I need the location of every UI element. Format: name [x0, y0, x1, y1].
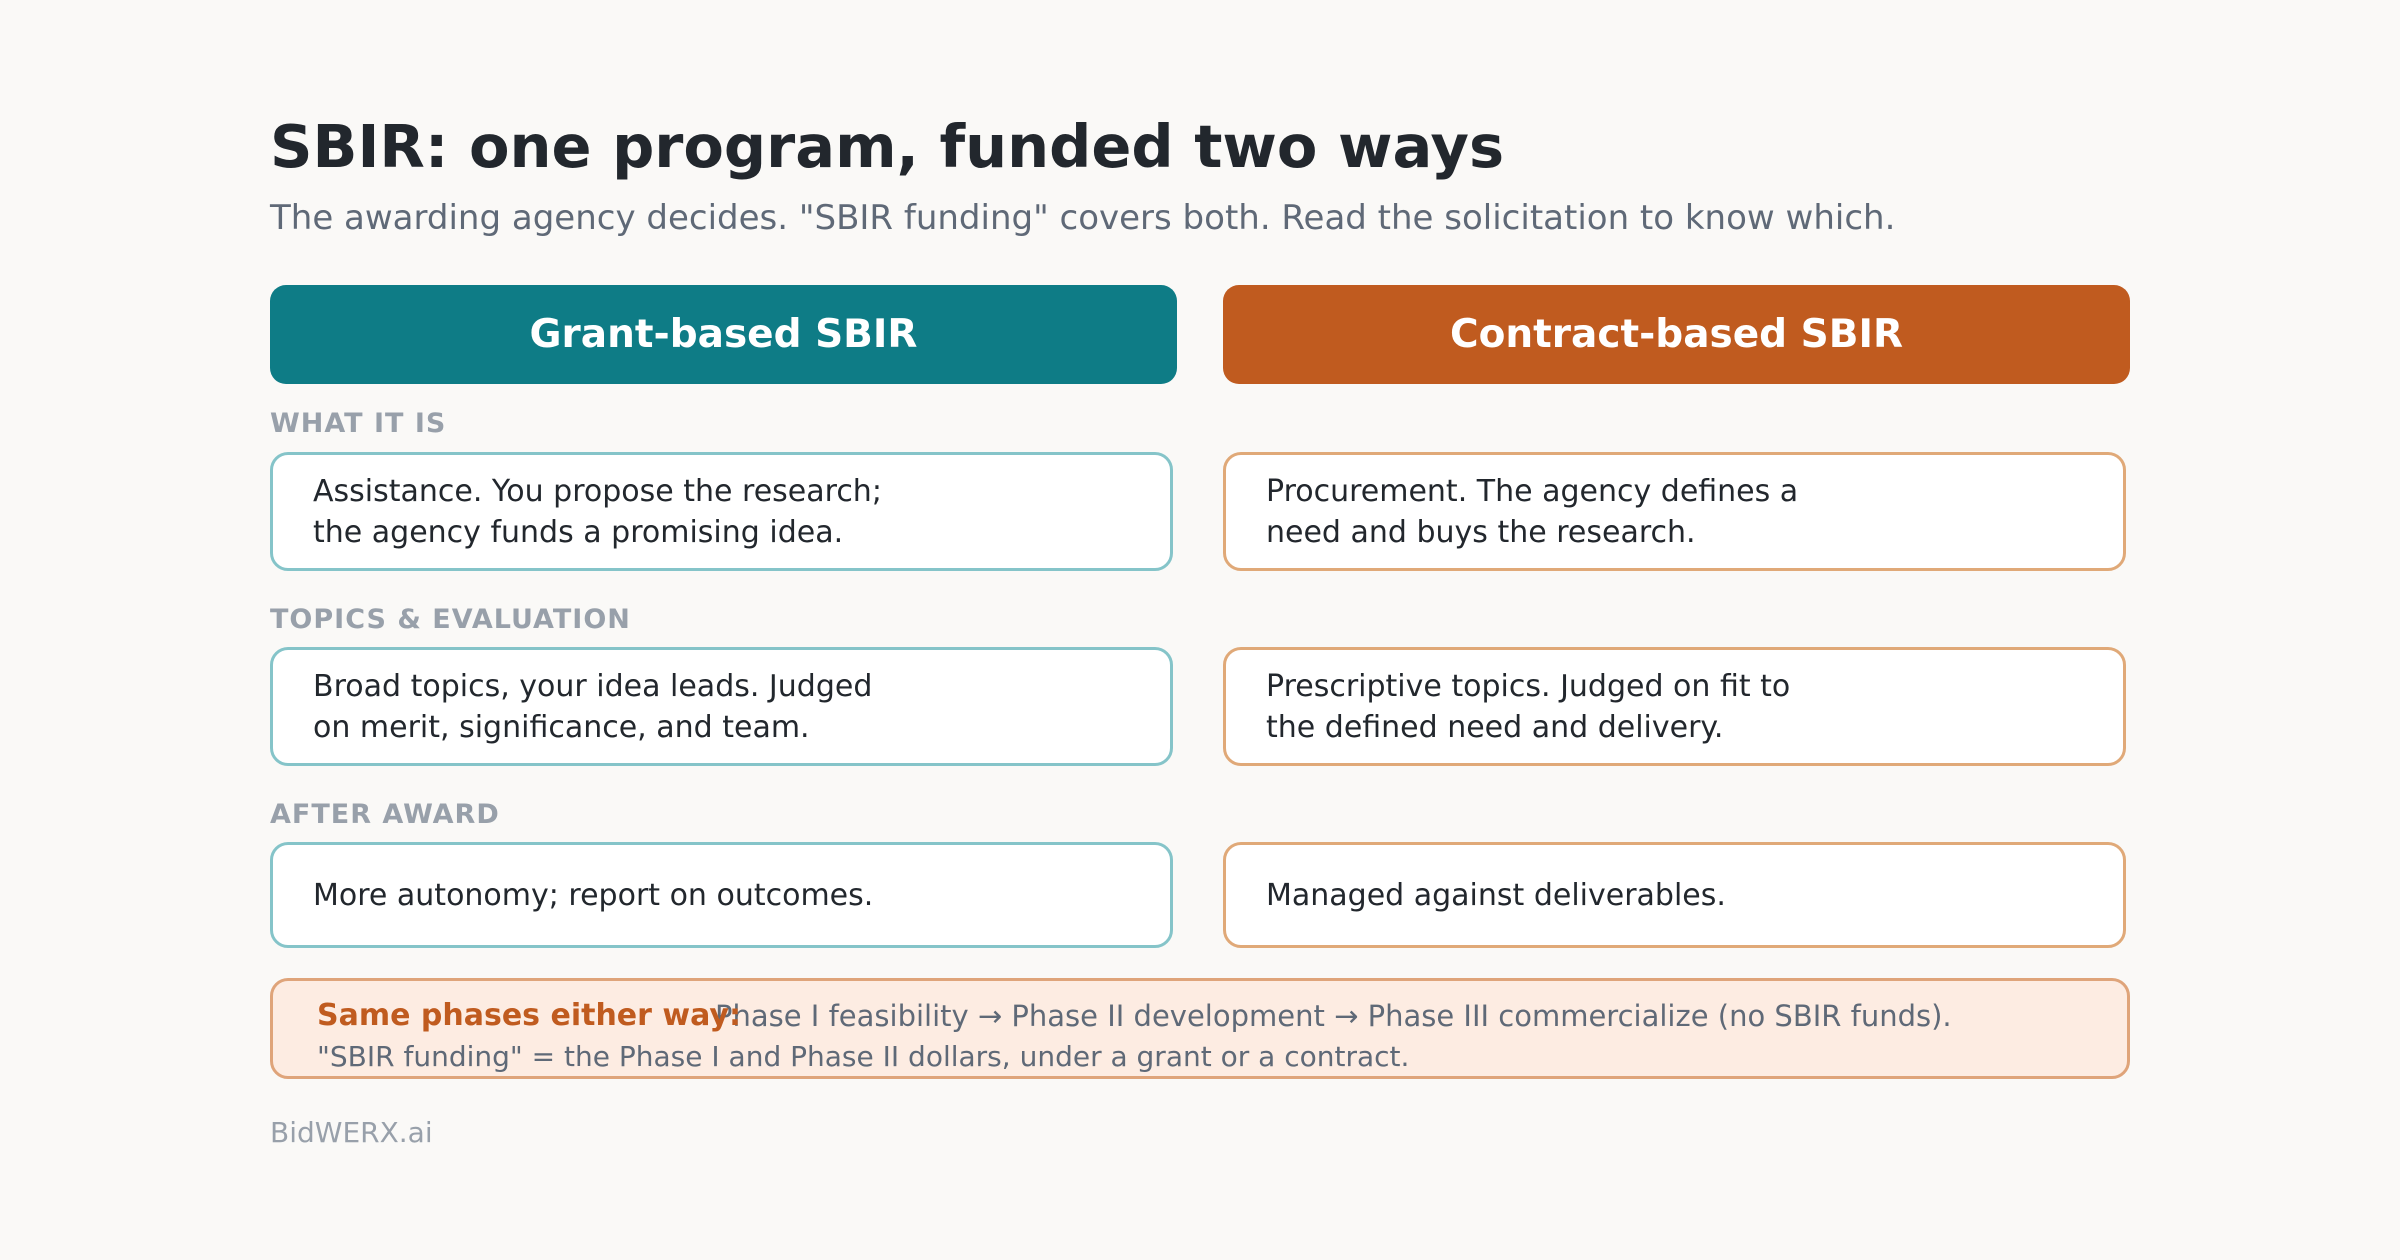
grant-column-label: Grant-based SBIR	[529, 312, 918, 357]
grant-what-it-is-line: Assistance. You propose the research;	[313, 473, 882, 509]
grant-what-it-is-cell	[270, 452, 1173, 571]
contract-topics-evaluation-line: Prescriptive topics. Judged on fit to	[1266, 668, 1791, 704]
grant-topics-evaluation-line: on merit, significance, and team.	[313, 709, 810, 745]
brand-footer: BidWERX.ai	[270, 1116, 433, 1149]
contract-topics-evaluation-cell	[1223, 647, 2126, 766]
contract-column-header	[1223, 285, 2130, 384]
page-title: SBIR: one program, funded two ways	[270, 112, 1505, 181]
contract-what-it-is-cell	[1223, 452, 2126, 571]
grant-after-award-line: More autonomy; report on outcomes.	[313, 877, 874, 913]
contract-after-award-line: Managed against deliverables.	[1266, 877, 1726, 913]
grant-after-award-cell	[270, 842, 1173, 948]
phases-note-funding-definition: "SBIR funding" = the Phase I and Phase II dollars, under a grant or a contract.	[317, 1040, 1410, 1073]
phases-note	[270, 978, 2130, 1079]
grant-topics-evaluation-line: Broad topics, your idea leads. Judged	[313, 668, 873, 704]
contract-after-award-cell	[1223, 842, 2126, 948]
grant-column-header	[270, 285, 1177, 384]
row-label-what-it-is: WHAT IT IS	[270, 408, 447, 439]
phases-note-sequence: Phase I feasibility → Phase II development → Phase III commercialize (no SBIR funds).	[715, 999, 1952, 1033]
contract-what-it-is-line: need and buys the research.	[1266, 514, 1696, 550]
row-label-after-award: AFTER AWARD	[270, 799, 500, 830]
row-label-topics-evaluation: TOPICS & EVALUATION	[270, 604, 631, 635]
contract-what-it-is-line: Procurement. The agency defines a	[1266, 473, 1799, 509]
contract-topics-evaluation-line: the defined need and delivery.	[1266, 709, 1724, 745]
grant-topics-evaluation-cell	[270, 647, 1173, 766]
page-subtitle: The awarding agency decides. "SBIR funding" covers both. Read the solicitation to know which.	[270, 198, 1896, 238]
phases-note-lead: Same phases either way:	[317, 998, 741, 1033]
contract-column-label: Contract-based SBIR	[1449, 312, 1904, 357]
grant-what-it-is-line: the agency funds a promising idea.	[313, 514, 844, 550]
